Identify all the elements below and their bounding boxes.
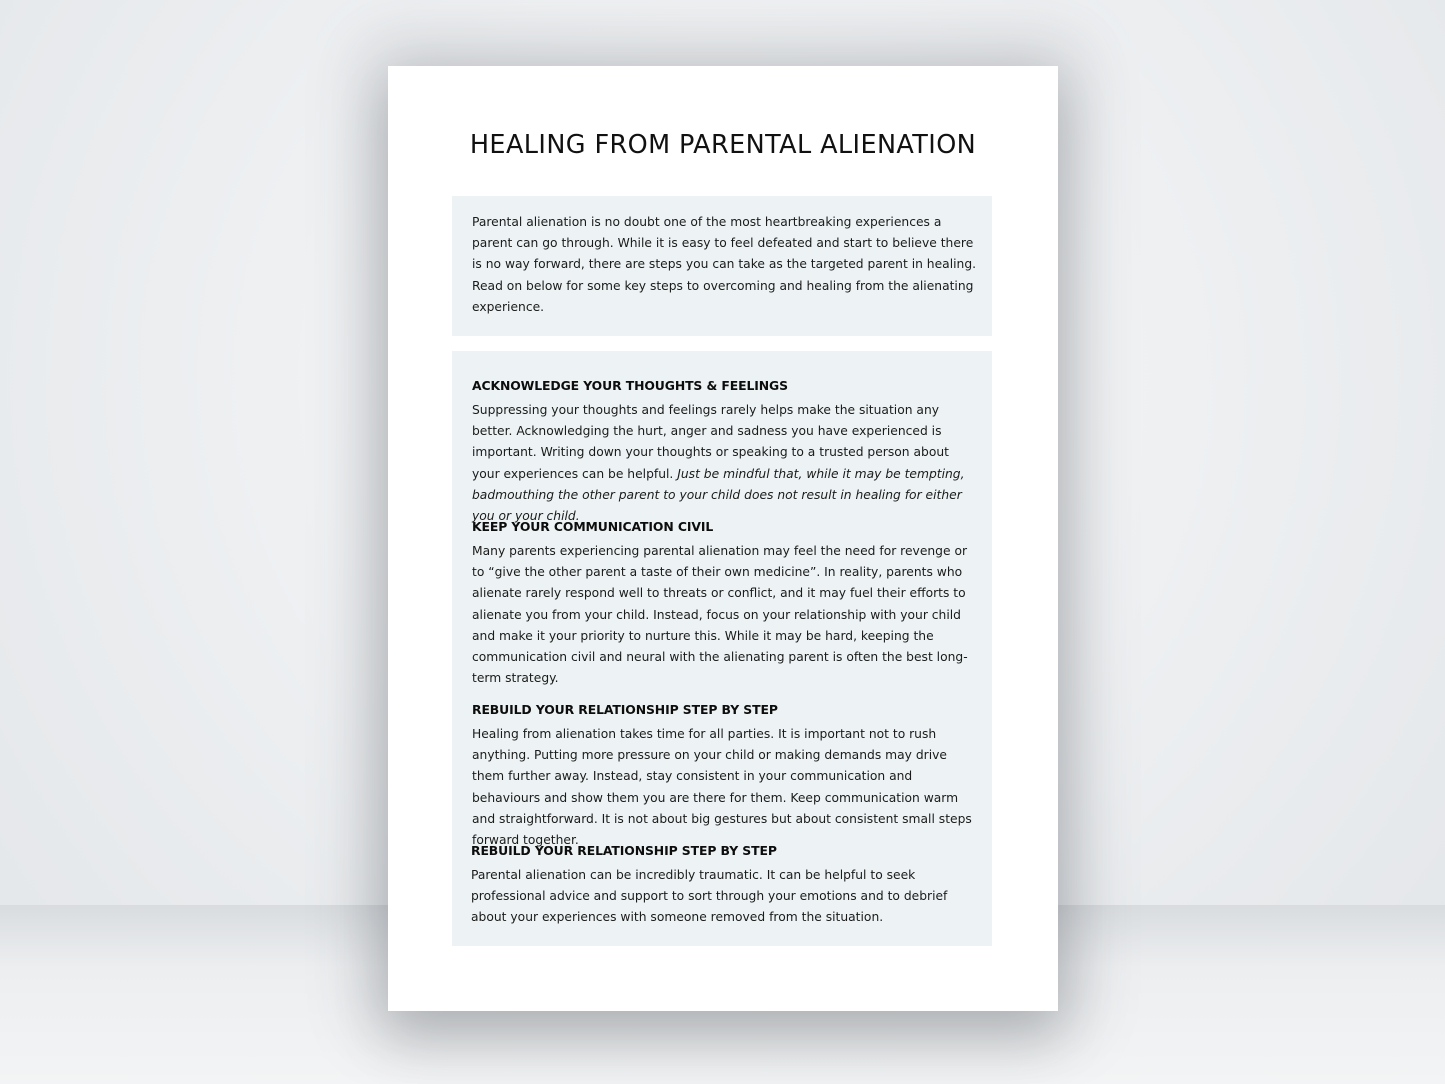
page-title: HEALING FROM PARENTAL ALIENATION xyxy=(469,130,977,160)
section-body-text: Suppressing your thoughts and feelings rarely helps make the situation any better. Acknowledging the hurt, anger and sadness you have experienced is important. Writing down your thoughts or speaking to a trusted person about your experiences can be helpful. xyxy=(472,403,949,481)
section-body xyxy=(472,400,977,527)
intro-box xyxy=(452,196,992,336)
section-acknowledge xyxy=(472,376,977,527)
sections-box xyxy=(452,351,992,946)
section-body: Many parents experiencing parental alienation may feel the need for revenge or to “give the other parent a taste of their own medicine”. In reality, parents who alienate rarely respond well to threats or conflict, and it may fuel their efforts to alienate you from your child. Instead, focus on your relationship with your child and make it your priority to nurture this. While it may be hard, keeping the communication civil and neural with the alienating parent is often the best long-term strategy. xyxy=(472,544,968,686)
section-body: Parental alienation can be incredibly traumatic. It can be helpful to seek professional advice and support to sort through your emotions and to debrief about your experiences with someone removed from the situation. xyxy=(471,868,948,925)
section-support xyxy=(471,841,976,929)
section-body: Healing from alienation takes time for all parties. It is important not to rush anything. Putting more pressure on your child or making demands may drive them further away. Instead, stay consistent in your communication and behaviours and show them you are there for them. Keep communication warm and straightforward. It is not about big gestures but about consistent small steps forward together. xyxy=(472,727,972,848)
document-page xyxy=(388,66,1058,1011)
section-communication xyxy=(472,517,977,689)
intro-text: Parental alienation is no doubt one of the most heartbreaking experiences a parent can go through. While it is easy to feel defeated and start to believe there is no way forward, there are steps you can take as the targeted parent in healing. Read on below for some key steps to overcoming and healing from the alienating experience. xyxy=(472,215,977,314)
section-heading: KEEP YOUR COMMUNICATION CIVIL xyxy=(472,519,714,534)
section-heading: REBUILD YOUR RELATIONSHIP STEP BY STEP xyxy=(471,843,777,858)
section-heading: REBUILD YOUR RELATIONSHIP STEP BY STEP xyxy=(472,702,778,717)
section-rebuild xyxy=(472,700,977,851)
section-heading: ACKNOWLEDGE YOUR THOUGHTS & FEELINGS xyxy=(472,378,788,393)
section-body-italic: Just be mindful that, while it may be tempting, badmouthing the other parent to your child does not result in healing for either you or your child. xyxy=(472,466,965,524)
